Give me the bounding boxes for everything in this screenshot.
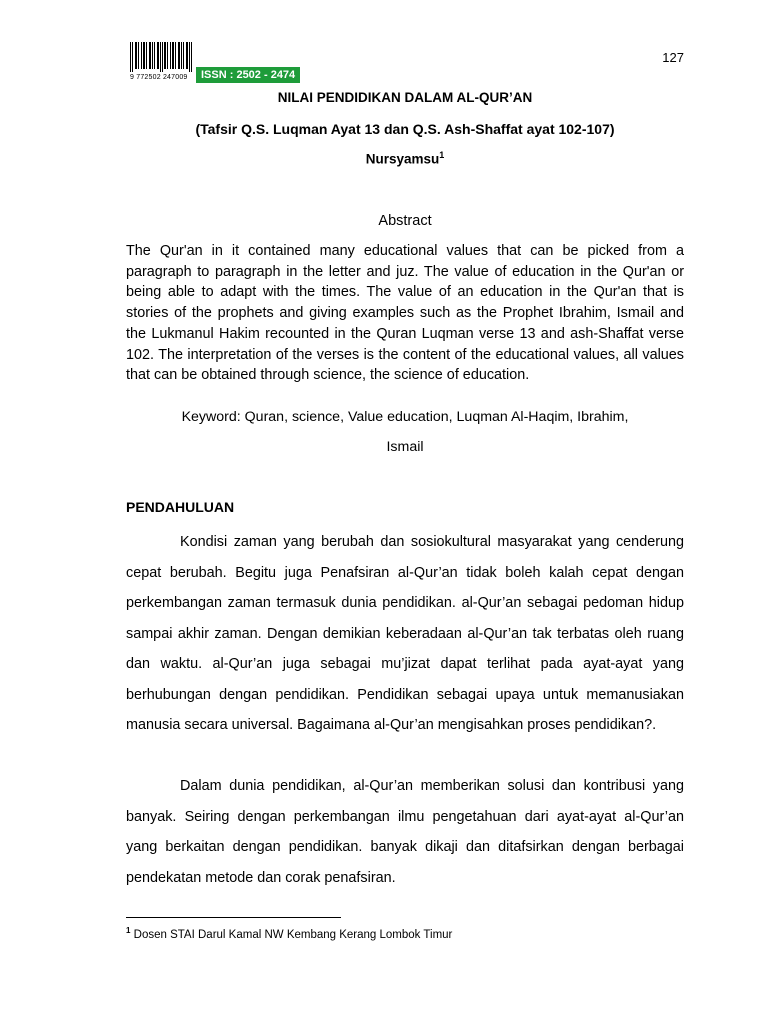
barcode-digits: 9 772502 247009	[130, 74, 188, 81]
keywords-continuation: Ismail	[386, 439, 424, 455]
paper-subtitle: (Tafsir Q.S. Luqman Ayat 13 dan Q.S. Ash-Shaffat ayat 102-107)	[195, 121, 615, 137]
footnote-divider	[126, 917, 341, 918]
author-name: Nursyamsu	[365, 151, 440, 167]
body-paragraph: Kondisi zaman yang berubah dan sosiokultural masyarakat yang cenderung cepat berubah. Begitu juga Penafsiran al-Qur’an tidak boleh kalah cepat dengan perkembangan zaman termasuk dunia pendidikan. al-Qur’an sebagai pedoman hidup sampai akhir zaman. Dengan demikian keberadaan al-Qur’an tak terbatas oleh ruang dan waktu. al-Qur’an juga sebagai mu’jizat dapat terlihat pada ayat-ayat yang berhubungan dengan pendidikan. Pendidikan sebagai upaya untuk memanusiakan manusia secara universal. Bagaimana al-Qur’an mengisahkan proses pendidikan?.	[126, 534, 684, 733]
issn-label: ISSN : 2502 - 2474	[196, 67, 300, 83]
barcode-icon	[128, 42, 196, 74]
body-paragraph: Dalam dunia pendidikan, al-Qur’an memberikan solusi dan kontribusi yang banyak. Seiring dengan perkembangan ilmu pengetahuan dari ayat-ayat al-Qur’an yang berkaitan dengan pendidikan. banyak dikaji dan ditafsirkan dengan berbagai pendekatan metode dan corak penafsiran.	[126, 778, 684, 886]
keywords: Keyword: Quran, science, Value education, Luqman Al-Haqim, Ibrahim,	[181, 409, 629, 425]
author	[126, 150, 684, 167]
section-heading: PENDAHULUAN	[126, 499, 235, 515]
issn-barcode	[128, 42, 308, 82]
author-footnote-mark: 1	[439, 150, 445, 160]
paper-title: NILAI PENDIDIKAN DALAM AL-QUR’AN	[277, 90, 533, 105]
footnote-text: Dosen STAI Darul Kamal NW Kembang Kerang Lombok Timur	[133, 928, 453, 941]
abstract-heading: Abstract	[378, 213, 432, 229]
page-number: 127	[662, 50, 684, 65]
footnote-mark: 1	[126, 926, 131, 935]
footnote	[126, 926, 452, 941]
abstract-text: The Qur'an in it contained many educational values that can be picked from a paragraph to paragraph in the letter and juz. The value of education in the Qur'an or being able to adapt with the times. The value of an education in the Qur'an that is stories of the prophets and giving examples such as the Prophet Ibrahim, Ismail and the Lukmanul Hakim recounted in the Quran Luqman verse 13 and ash-Shaffat verse 102. The interpretation of the verses is the content of the educational values, all values that can be obtained through science, the science of education.	[126, 243, 684, 384]
